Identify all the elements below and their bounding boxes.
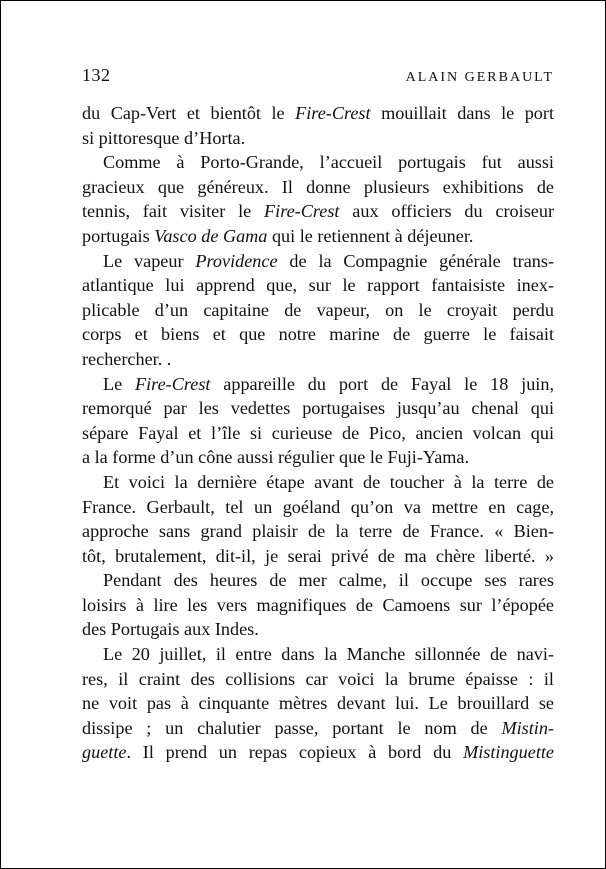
text-line: tôt, brutalement, dit-il, je serai privé de ma chère liberté. » <box>82 545 554 566</box>
text-line: loisirs à lire les vers magnifiques de Camoens sur l’épopée <box>82 594 554 615</box>
text-line: Et voici la dernière étape avant de toucher à la terre de <box>103 471 554 492</box>
text-line: sépare Fayal et l’île si curieuse de Pico, ancien volcan qui <box>82 422 554 443</box>
text-line: si pittoresque d’Horta. <box>82 127 246 148</box>
text-line: guette. Il prend un repas copieux à bord du Mistinguette <box>82 742 554 763</box>
text-line: Le 20 juillet, il entre dans la Manche sillonnée de navi- <box>103 644 554 665</box>
text-line: plicable d’un capitaine de vapeur, on le croyait perdu <box>82 299 554 320</box>
running-head: ALAIN GERBAULT <box>405 70 554 85</box>
text-line: remorqué par les vedettes portugaises jusqu’au chenal qui <box>82 398 554 419</box>
text-line: Le Fire-Crest appareille du port de Fayal le 18 juin, <box>103 373 554 394</box>
text-line: Pendant des heures de mer calme, il occupe ses rares <box>103 570 554 591</box>
text-line: portugais Vasco de Gama qui le retiennent à déjeuner. <box>82 225 474 246</box>
text-line: des Portugais aux Indes. <box>82 619 259 640</box>
text-line: gracieux que généreux. Il donne plusieurs exhibitions de <box>82 176 554 197</box>
page-number: 132 <box>82 65 111 85</box>
text-line: France. Gerbault, tel un goéland qu’on va mettre en cage, <box>82 496 554 517</box>
book-page <box>82 65 554 765</box>
text-line: corps et biens et que notre marine de guerre le faisait <box>82 324 554 345</box>
text-line: a la forme d’un cône aussi régulier que le Fuji-Yama. <box>82 447 470 468</box>
body-text <box>82 101 554 765</box>
page-header <box>82 65 554 101</box>
text-line: Comme à Porto-Grande, l’accueil portugais fut aussi <box>103 152 554 173</box>
text-line: approche sans grand plaisir de la terre de France. « Bien- <box>82 521 554 542</box>
text-line: rechercher. . <box>82 348 172 369</box>
text-line: tennis, fait visiter le Fire-Crest aux officiers du croiseur <box>82 201 554 222</box>
text-line: ne voit pas à cinquante mètres devant lui. Le brouillard se <box>82 693 554 714</box>
text-line: dissipe ; un chalutier passe, portant le nom de Mistin- <box>82 717 554 738</box>
text-line: res, il craint des collisions car voici la brume épaisse : il <box>82 668 554 689</box>
text-line: du Cap-Vert et bientôt le Fire-Crest mouillait dans le port <box>82 103 555 123</box>
text-line: Le vapeur Providence de la Compagnie générale trans- <box>103 250 555 271</box>
text-line: atlantique lui apprend que, sur le rapport fantaisiste inex- <box>82 275 554 296</box>
